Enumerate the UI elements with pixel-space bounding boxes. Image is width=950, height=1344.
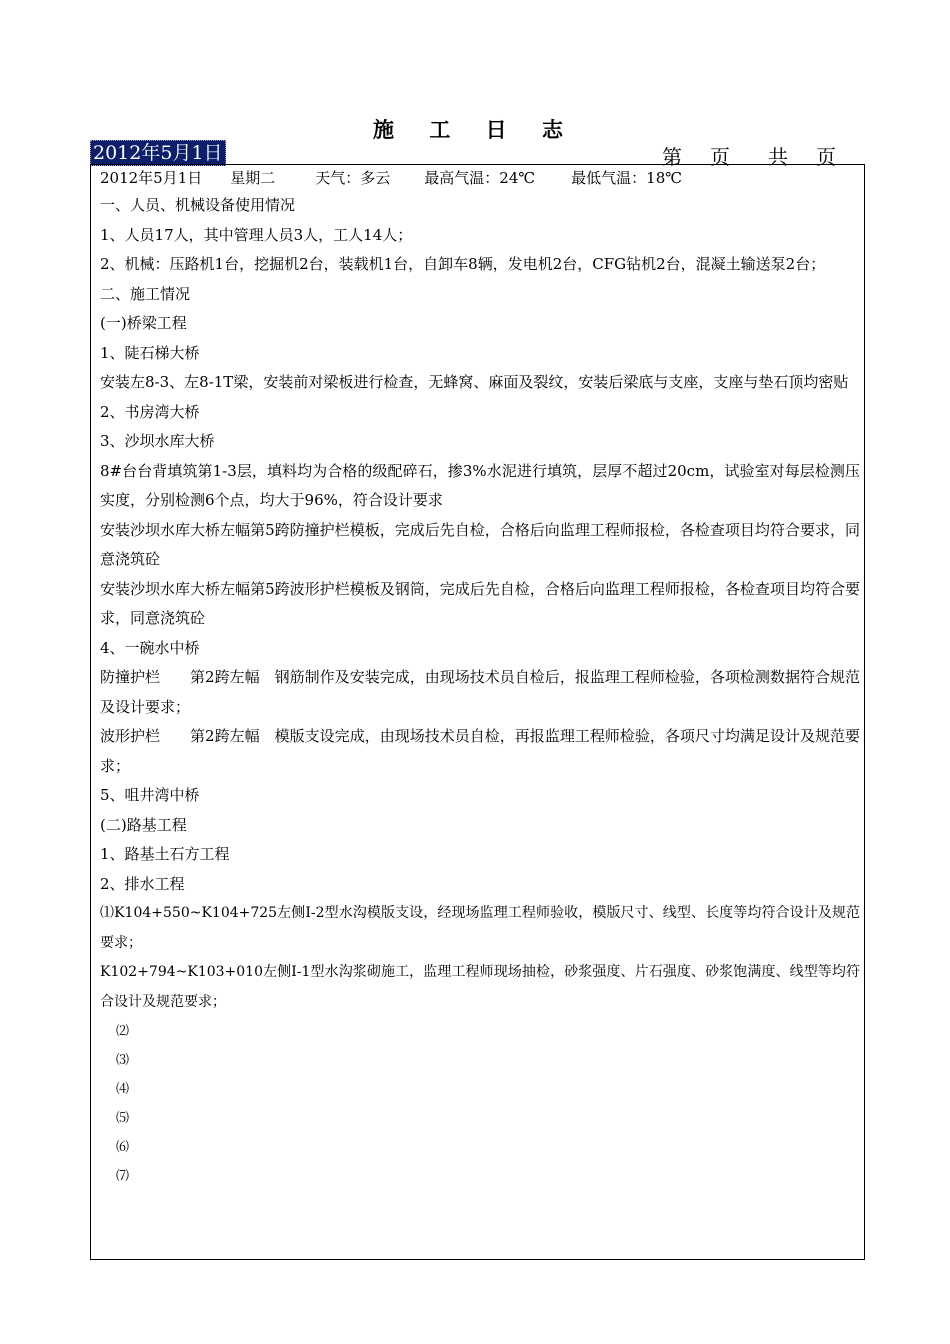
text-line: 安装沙坝水库大桥左幅第5跨波形护栏模板及钢筒，完成后先自检，合格后向监理工程师报检，各检查项目均符合要求，同意浇筑砼 (100, 579, 860, 627)
numbered-item: ⑸ (116, 1111, 130, 1126)
text-line: 安装沙坝水库大桥左幅第5跨防撞护栏模板，完成后先自检，合格后向监理工程师报检，各检查项目均符合要求，同意浇筑砼 (100, 520, 860, 568)
header-date: 2012年5月1日 (100, 169, 203, 187)
item-heading: 4、一碗水中桥 (100, 638, 200, 657)
text-line: K102+794~K103+010左侧I-1型水沟浆砌施工，监理工程师现场抽检，砂浆强度、片石强度、砂浆饱满度、线型等均符合设计及规范要求； (100, 964, 860, 1010)
subsection-heading: (一)桥梁工程 (100, 314, 187, 332)
header-weekday: 星期二 (230, 169, 276, 187)
numbered-item: ⑷ (116, 1082, 130, 1097)
page-label-gong: 共 (768, 145, 790, 169)
date-field[interactable]: 2012年5月1日 (90, 140, 226, 166)
item-heading: 2、排水工程 (100, 874, 185, 893)
numbered-item: ⑶ (116, 1053, 130, 1068)
page-label-di: 第 (662, 145, 684, 169)
item-heading: 1、路基土石方工程 (100, 845, 230, 863)
item-heading: 1、陡石梯大桥 (100, 343, 200, 362)
page-label-ye: 页 (710, 145, 732, 169)
text-line: 安装左8-3、左8-1T梁，安装前对梁板进行检查，无蜂窝、麻面及裂纹，安装后梁底与支座，支座与垫石顶均密贴 (100, 373, 849, 391)
header-high-temp: 最高气温：24℃ (424, 169, 536, 187)
numbered-item: ⑵ (116, 1024, 130, 1039)
text-line: ⑴K104+550~K104+725左侧I-2型水沟模版支设，经现场监理工程师验收，模版尺寸、线型、长度等均符合设计及规范要求； (100, 905, 860, 951)
numbered-item: ⑹ (116, 1140, 130, 1155)
header-low-temp: 最低气温：18℃ (571, 169, 683, 187)
text-line: 8#台台背填筑第1-3层，填料均为合格的级配碎石，掺3%水泥进行填筑，层厚不超过20cm，试验室对每层检测压实度，分别检测6个点，均大于96%，符合设计要求 (100, 461, 860, 509)
header-weather: 天气：多云 (315, 169, 391, 187)
item-heading: 5、咀井湾中桥 (100, 786, 200, 804)
item-heading: 3、沙坝水库大桥 (100, 432, 215, 450)
text-line: 防撞护栏 第2跨左幅 钢筋制作及安装完成，由现场技术员自检后，报监理工程师检验，各项检测数据符合规范及设计要求； (100, 668, 860, 716)
header-row (100, 165, 860, 191)
page-title: 施 工 日 志 (373, 117, 577, 142)
section-heading: 一、人员、机械设备使用情况 (100, 196, 296, 214)
item-heading: 2、书房湾大桥 (100, 402, 200, 421)
log-content (100, 165, 860, 1191)
page-label-ye-total: 页 (816, 145, 838, 169)
text-line: 1、人员17人，其中管理人员3人，工人14人； (100, 225, 413, 244)
numbered-item: ⑺ (116, 1169, 130, 1184)
section-heading: 二、施工情况 (100, 284, 191, 303)
text-line: 波形护栏 第2跨左幅 模版支设完成，由现场技术员自检，再报监理工程师检验，各项尺寸均满足设计及规范要求； (100, 727, 860, 775)
text-line: 2、机械：压路机1台，挖掘机2台，装载机1台，自卸车8辆，发电机2台，CFG钻机2台，混凝土输送泵2台； (100, 255, 826, 273)
subsection-heading: (二)路基工程 (100, 815, 187, 834)
